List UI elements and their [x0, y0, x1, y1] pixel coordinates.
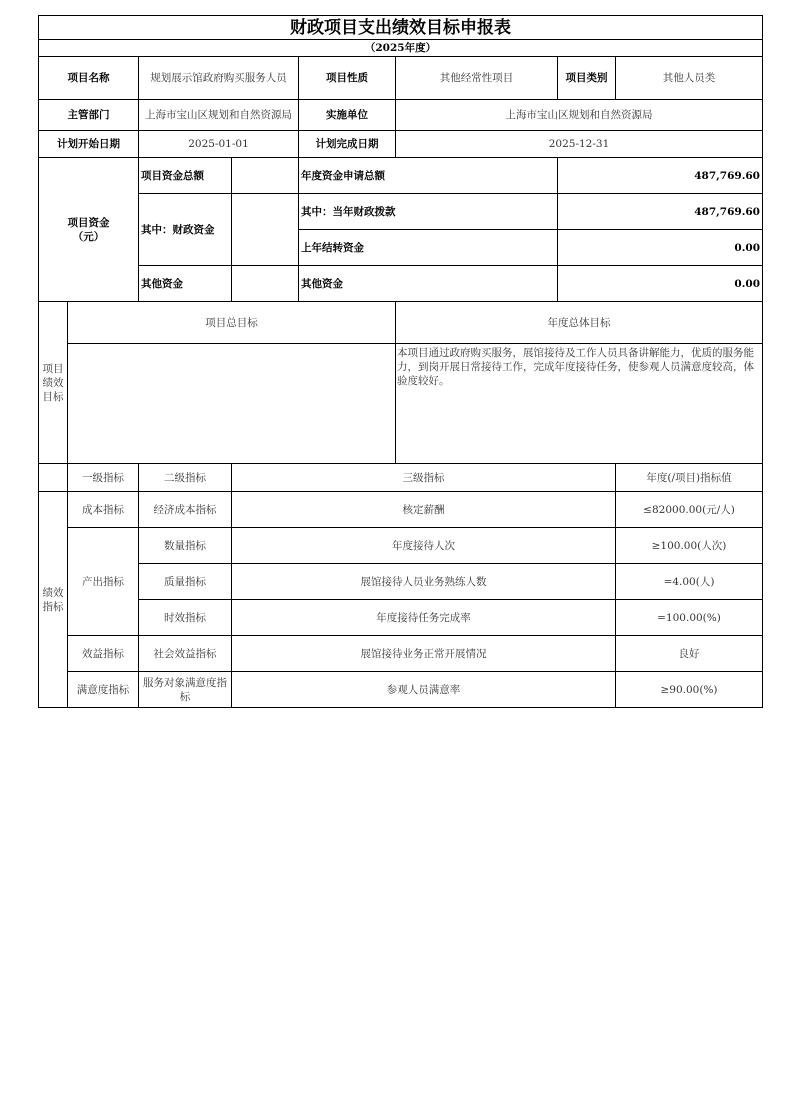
project-name: 规划展示馆政府购买服务人员: [139, 57, 299, 100]
fiscal-funds-label: 其中：财政资金: [139, 194, 232, 266]
current-appropriation-label: 其中：当年财政拨款: [299, 194, 558, 230]
header-level3: 三级指标: [232, 464, 616, 492]
annual-goal-text: 本项目通过政府购买服务，展馆接待及工作人员具备讲解能力，优质的服务能力，到岗开展日常接待工作，完成年度接待任务，使参观人员满意度较高，体验度较好。: [396, 344, 763, 464]
indicator-l3: 展馆接待人员业务熟练人数: [232, 564, 616, 600]
total-funds-label: 项目资金总额: [139, 158, 232, 194]
header-value: 年度(/项目)指标值: [616, 464, 763, 492]
project-nature-label: 项目性质: [299, 57, 396, 100]
overall-goal-text: [68, 344, 396, 464]
other-funds-value: [232, 266, 299, 302]
annual-funds-label: 年度资金申请总额: [299, 158, 558, 194]
indicator-l2: 经济成本指标: [139, 492, 232, 528]
indicator-value: =100.00(%): [616, 600, 763, 636]
indicator-value: ≥90.00(%): [616, 672, 763, 708]
indicator-value: =4.00(人): [616, 564, 763, 600]
form-year: （2025年度）: [39, 40, 763, 57]
project-name-label: 项目名称: [39, 57, 139, 100]
indicator-l3: 核定薪酬: [232, 492, 616, 528]
unit-value: 上海市宝山区规划和自然资源局: [396, 100, 763, 131]
funds-label: 项目资金 （元）: [39, 158, 139, 302]
carryover-label: 上年结转资金: [299, 230, 558, 266]
indicator-l1: 产出指标: [68, 528, 139, 636]
header-level1: 一级指标: [68, 464, 139, 492]
dept-label: 主管部门: [39, 100, 139, 131]
form-table: [38, 15, 763, 708]
indicator-l3: 参观人员满意率: [232, 672, 616, 708]
overall-goal-header: 项目总目标: [68, 302, 396, 344]
other-funds-label-2: 其他资金: [299, 266, 558, 302]
header-level2: 二级指标: [139, 464, 232, 492]
indicator-l1: 满意度指标: [68, 672, 139, 708]
indicator-l2: 质量指标: [139, 564, 232, 600]
dept-value: 上海市宝山区规划和自然资源局: [139, 100, 299, 131]
performance-form: [38, 15, 762, 708]
fiscal-funds-value: [232, 194, 299, 266]
annual-funds-value: 487,769.60: [558, 158, 763, 194]
project-category-label: 项目类别: [558, 57, 616, 100]
indicator-l3: 年度接待任务完成率: [232, 600, 616, 636]
indicator-l2: 社会效益指标: [139, 636, 232, 672]
project-nature: 其他经常性项目: [396, 57, 558, 100]
current-appropriation-value: 487,769.60: [558, 194, 763, 230]
form-title: 财政项目支出绩效目标申报表: [39, 16, 763, 40]
project-category: 其他人员类: [616, 57, 763, 100]
indicator-l1: 效益指标: [68, 636, 139, 672]
carryover-value: 0.00: [558, 230, 763, 266]
indicator-header-blank: [39, 464, 68, 492]
indicator-value: ≥100.00(人次): [616, 528, 763, 564]
indicator-l1: 成本指标: [68, 492, 139, 528]
end-date: 2025-12-31: [396, 131, 763, 158]
indicator-l2: 服务对象满意度指标: [139, 672, 232, 708]
indicator-value: ≤82000.00(元/人): [616, 492, 763, 528]
unit-label: 实施单位: [299, 100, 396, 131]
indicators-label: 绩效 指标: [39, 492, 68, 708]
indicator-l2: 数量指标: [139, 528, 232, 564]
indicator-l2: 时效指标: [139, 600, 232, 636]
start-date: 2025-01-01: [139, 131, 299, 158]
other-funds-label: 其他资金: [139, 266, 232, 302]
other-funds-value-2: 0.00: [558, 266, 763, 302]
indicator-l3: 年度接待人次: [232, 528, 616, 564]
indicator-l3: 展馆接待业务正常开展情况: [232, 636, 616, 672]
goals-label: 项目 绩效 目标: [39, 302, 68, 464]
total-funds-value: [232, 158, 299, 194]
end-date-label: 计划完成日期: [299, 131, 396, 158]
annual-goal-header: 年度总体目标: [396, 302, 763, 344]
start-date-label: 计划开始日期: [39, 131, 139, 158]
indicator-value: 良好: [616, 636, 763, 672]
